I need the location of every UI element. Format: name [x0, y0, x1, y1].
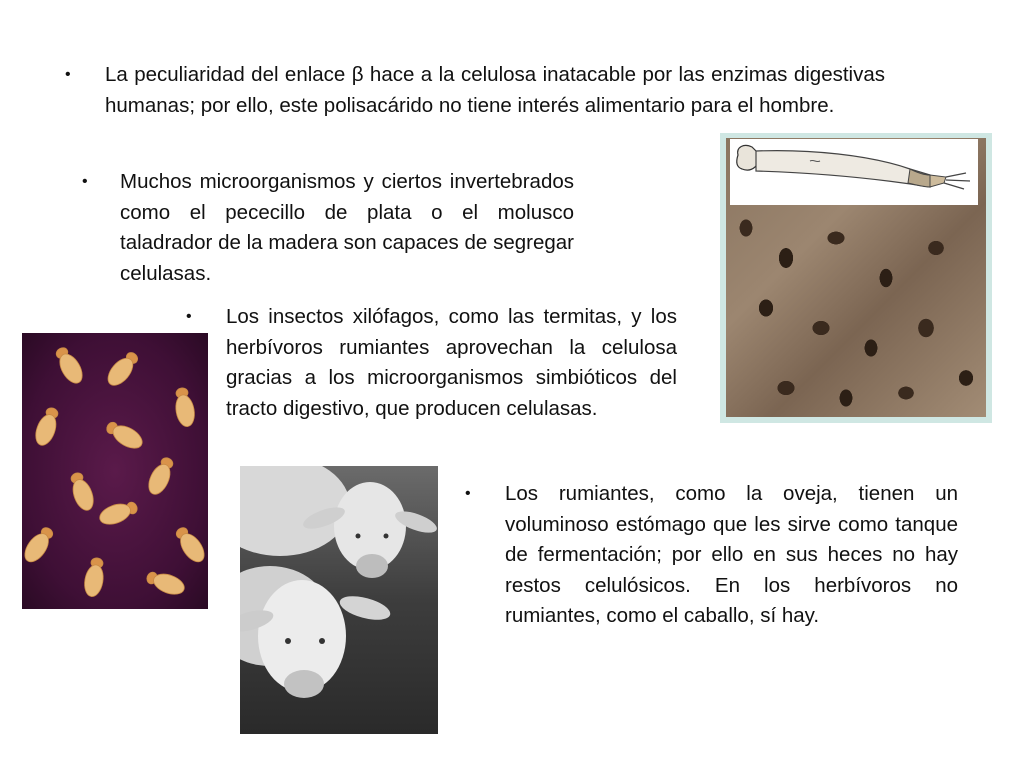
bullet-text: La peculiaridad del enlace β hace a la celulosa inatacable por las enzimas digestivas humanas; por ello, este polisacárido no tiene interés alimentario para el hombre.	[105, 63, 885, 117]
bullet-marker: •	[82, 173, 88, 190]
bullet-enlace-beta	[65, 60, 885, 121]
bullet-marker: •	[465, 485, 471, 502]
shipworm-photo	[720, 133, 992, 423]
bullet-text: Muchos microorganismos y ciertos invertebrados como el pececillo de plata o el molusco taladrador de la madera son capaces de segregar celulasas.	[120, 170, 574, 285]
shipworm-illustration	[730, 139, 978, 205]
sheep-photo	[240, 466, 438, 734]
bullet-text: Los rumiantes, como la oveja, tienen un voluminoso estómago que les sirve como tanque de fermentación; por ello en sus heces no hay restos celulósicos. En los herbívoros no rumiantes, como el caballo, sí hay.	[505, 482, 958, 627]
bullet-insectos-xilofagos	[186, 302, 677, 424]
bullet-rumiantes	[465, 479, 958, 632]
bullet-marker: •	[186, 308, 192, 325]
bullet-text: Los insectos xilófagos, como las termitas, y los herbívoros rumiantes aprovechan la celulosa gracias a los microorganismos simbióticos del tracto digestivo, que producen celulasas.	[226, 305, 677, 420]
bullet-microorganismos	[82, 167, 574, 289]
bullet-marker: •	[65, 66, 71, 83]
termites-photo	[22, 333, 208, 609]
